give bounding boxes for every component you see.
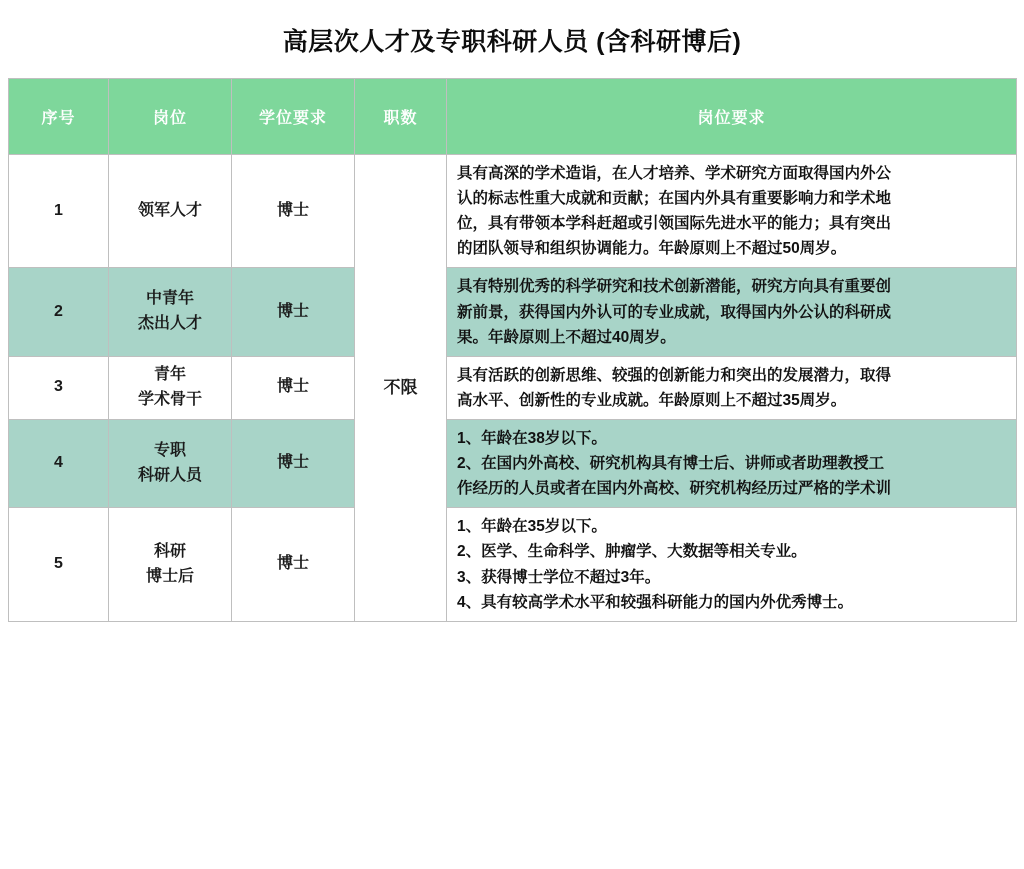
table-body [9,155,1017,622]
requirement-line: 具有特别优秀的科学研究和技术创新潜能，研究方向具有重要创 [457,278,892,296]
requirement-line: 2、在国内外高校、研究机构具有博士后、讲师或者助理教授工 [457,455,885,473]
post-line: 杰出人才 [137,315,202,333]
cell-degree: 博士 [232,356,355,419]
table-header [9,79,1017,155]
cell-requirement [447,419,1017,507]
cell-post [109,155,232,268]
table-row [9,155,1017,268]
requirement-line: 高水平、创新性的专业成就。年龄原则上不超过35周岁。 [457,391,847,409]
requirement-line: 1、年龄在35岁以下。 [457,518,607,536]
post-line: 专职 [153,441,186,459]
cell-degree: 博士 [232,419,355,507]
cell-degree: 博士 [232,155,355,268]
cell-no: 3 [9,356,109,419]
requirement-line: 作经历的人员或者在国内外高校、研究机构经历过严格的学术训 [457,480,892,498]
cell-degree: 博士 [232,268,355,356]
requirement-line: 具有活跃的创新思维、较强的创新能力和突出的发展潜力，取得 [457,366,892,384]
post-line: 领军人才 [137,201,202,219]
talent-recruitment-table [8,78,1017,622]
cell-post [109,508,232,621]
cell-no: 1 [9,155,109,268]
cell-no: 4 [9,419,109,507]
requirement-line: 2、医学、生命科学、肿瘤学、大数据等相关专业。 [457,543,807,561]
requirement-line: 新前景，获得国内外认可的专业成就，取得国内外公认的科研成 [457,303,892,321]
cell-count: 不限 [355,155,447,622]
post-line: 博士后 [145,567,194,585]
requirement-line: 具有高深的学术造诣，在人才培养、学术研究方面取得国内外公 [457,165,892,182]
post-line: 青年 [153,366,186,384]
cell-degree: 博士 [232,508,355,621]
post-line: 科研人员 [137,466,202,484]
post-line: 中青年 [145,290,194,308]
table-row [9,268,1017,356]
cell-requirement [447,356,1017,419]
column-header-requirement: 岗位要求 [447,79,1017,155]
table-row [9,419,1017,507]
column-header-count: 职数 [355,79,447,155]
table-header-row [9,79,1017,155]
cell-requirement [447,508,1017,621]
table-row [9,356,1017,419]
requirement-line: 的团队领导和组织协调能力。年龄原则上不超过50周岁。 [457,240,847,258]
cell-post [109,356,232,419]
cell-no: 5 [9,508,109,621]
post-line: 科研 [153,542,186,560]
cell-no: 2 [9,268,109,356]
cell-requirement [447,155,1017,268]
post-line: 学术骨干 [137,390,202,408]
column-header-post: 岗位 [109,79,232,155]
cell-post [109,419,232,507]
requirement-line: 3、获得博士学位不超过3年。 [457,568,661,586]
column-header-no: 序号 [9,79,109,155]
column-header-degree: 学位要求 [232,79,355,155]
requirement-line: 4、具有较高学术水平和较强科研能力的国内外优秀博士。 [457,593,854,611]
requirement-line: 1、年龄在38岁以下。 [457,429,607,447]
table-row [9,508,1017,621]
cell-requirement [447,268,1017,356]
requirement-line: 认的标志性重大成就和贡献；在国内外具有重要影响力和学术地 [457,190,892,208]
requirement-line: 位，具有带领本学科赶超或引领国际先进水平的能力；具有突出 [457,215,892,233]
requirement-line: 果。年龄原则上不超过40周岁。 [457,328,676,346]
page-title: 高层次人才及专职科研人员 (含科研博后) [282,28,742,56]
cell-post [109,268,232,356]
